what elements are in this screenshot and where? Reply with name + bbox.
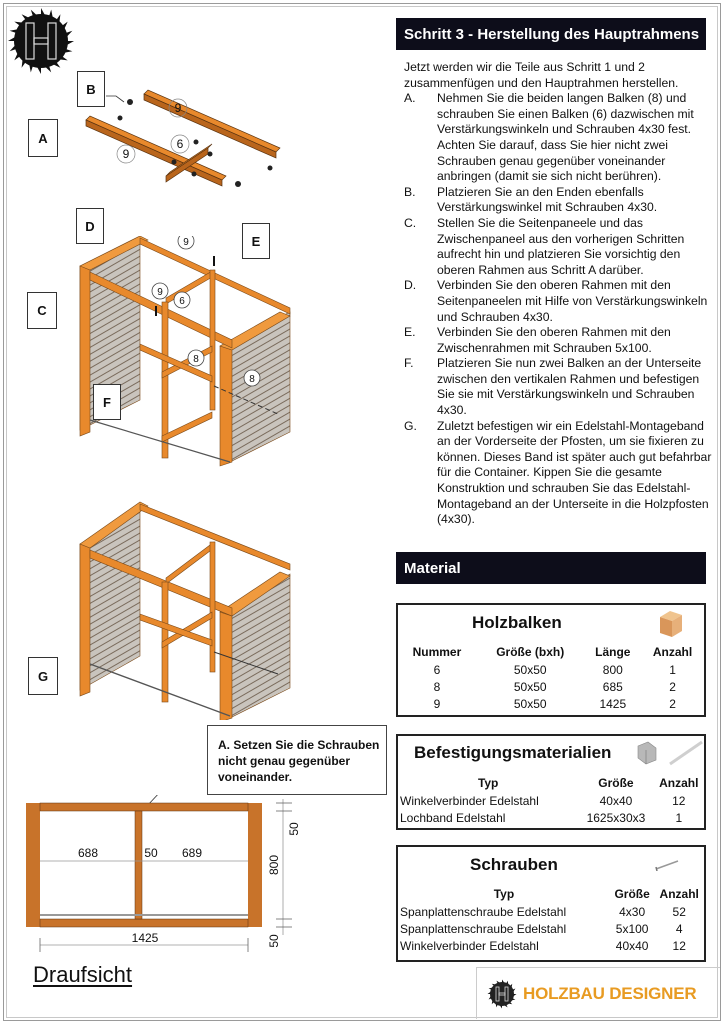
part-number: 9 xyxy=(157,287,163,298)
table-cell: 2 xyxy=(669,679,676,694)
step-letter: F. xyxy=(404,356,414,371)
label-text: E xyxy=(251,233,261,249)
step-letter: D. xyxy=(404,278,417,293)
table-cell: Winkelverbinder Edelstahl xyxy=(400,793,539,808)
table-cell: 1 xyxy=(669,662,676,677)
table-cell: 5x100 xyxy=(615,921,649,936)
dimension-middle: 50 xyxy=(144,846,158,860)
column-header: Größe xyxy=(614,887,650,901)
part-number: 8 xyxy=(249,374,255,385)
table-cell: 2 xyxy=(669,696,676,711)
step-text: Platzieren Sie nun zwei Balken an der Unterseite zwischen den vertikalen Rahmen und befestigen Sie sie mit Verstärkungswinkeln und Schrauben 4x30. xyxy=(437,356,702,418)
label-text: B xyxy=(86,81,96,97)
frame-assembly-drawing-a xyxy=(80,80,300,200)
table-cell: Lochband Edelstahl xyxy=(400,810,506,825)
label-text: A xyxy=(38,130,48,146)
step-item xyxy=(404,216,716,278)
table-cell: 1 xyxy=(675,810,683,825)
part-number: 9 xyxy=(122,147,130,161)
step-text: Stellen Sie die Seitenpaneele und das Zwischenpaneel aus den vorherigen Schritten aufrecht hin und platzieren Sie vorsichtig den oberen Rahmen aus Schritt A darüber. xyxy=(437,215,685,277)
dimension-right-width: 689 xyxy=(181,846,203,860)
table-cell: Spanplattenschraube Edelstahl xyxy=(400,904,567,919)
part-number: 8 xyxy=(193,354,199,365)
schrauben-table xyxy=(398,885,704,954)
dimension-total: 1425 xyxy=(131,931,159,945)
column-header: Anzahl xyxy=(652,645,693,659)
frame-assembly-drawing-g xyxy=(78,492,298,720)
material-title: Material xyxy=(396,552,706,584)
column-header: Nummer xyxy=(412,645,462,659)
table-row xyxy=(398,695,704,712)
column-header: Größe (bxh) xyxy=(496,645,565,659)
table-cell: 6 xyxy=(433,662,441,677)
perforated-strap-icon xyxy=(668,738,704,768)
label-text: G xyxy=(37,668,49,684)
frame-assembly-drawing-c xyxy=(78,233,298,476)
angle-bracket-icon xyxy=(634,740,658,766)
label-g xyxy=(28,657,58,695)
wood-beam-icon xyxy=(656,607,686,639)
plan-view-drawing xyxy=(20,795,320,955)
table-cell: 800 xyxy=(602,662,623,677)
column-header: Anzahl xyxy=(659,776,699,790)
step-letter: B. xyxy=(404,184,416,199)
table-row xyxy=(398,678,704,695)
holzbalken-title: Holzbalken xyxy=(472,613,562,632)
table-cell: 4x30 xyxy=(619,904,646,919)
part-number: 9 xyxy=(174,101,182,115)
table-cell: 52 xyxy=(672,904,686,919)
column-header: Länge xyxy=(595,645,631,659)
table-cell: 40x40 xyxy=(615,938,649,953)
befestigung-table-box xyxy=(396,734,706,830)
table-cell: Spanplattenschraube Edelstahl xyxy=(400,921,567,936)
bracket-icon xyxy=(127,99,133,105)
table-cell: 9 xyxy=(433,696,441,711)
dimension-bottom-beam: 50 xyxy=(267,934,281,948)
table-row xyxy=(398,792,704,809)
label-text: C xyxy=(37,303,47,318)
label-f xyxy=(93,384,121,420)
holzbalken-table-box xyxy=(396,603,706,717)
saw-blade-brand-icon xyxy=(487,979,517,1009)
befestigung-table xyxy=(398,774,704,826)
dimension-depth: 800 xyxy=(267,854,281,876)
table-cell: 50x50 xyxy=(513,679,547,694)
step-item xyxy=(404,185,716,216)
table-cell: 1625x30x3 xyxy=(586,810,646,825)
step-text: Zuletzt befestigen wir ein Edelstahl-Montageband an der Vorderseite der Pfosten, um sie fixieren zu können. Dieses Band ist später auch gut befahrbar für die Container. Kippen Sie die gesamte Konstruktion und schrauben Sie das Edelstahl-Montageband an der Unterseite in die Holzpfosten (4x30). xyxy=(437,418,712,527)
column-header: Typ xyxy=(493,887,515,901)
step-item xyxy=(404,278,716,325)
step-letter: E. xyxy=(404,325,416,340)
table-cell: 4 xyxy=(675,921,683,936)
step-text: Platzieren Sie an den Enden ebenfalls Verstärkungswinkel mit Schrauben 4x30. xyxy=(437,184,658,215)
label-text: F xyxy=(103,394,111,410)
step-letter: A. xyxy=(404,91,416,106)
table-row xyxy=(398,903,704,920)
screw-icon xyxy=(654,859,680,871)
holzbalken-table xyxy=(398,643,704,712)
column-header: Anzahl xyxy=(659,887,699,901)
table-cell: 50x50 xyxy=(513,696,547,711)
table-row xyxy=(398,920,704,937)
table-cell: Winkelverbinder Edelstahl xyxy=(400,938,539,953)
dimension-top-beam: 50 xyxy=(287,822,301,836)
table-cell: 12 xyxy=(672,938,686,953)
step-intro: Jetzt werden wir die Teile aus Schritt 1 und 2 zusammenfügen und den Hauptrahmen herstellen. xyxy=(404,60,679,90)
screw-placement-callout: A. Setzen Sie die Schrauben nicht genau gegenüber voneinander. xyxy=(207,725,387,795)
befestigung-title: Befestigungsmaterialien xyxy=(414,743,612,762)
brand-logo xyxy=(476,967,720,1019)
step-item xyxy=(404,91,716,185)
table-cell: 12 xyxy=(672,793,686,808)
part-number: 6 xyxy=(176,137,184,151)
step-letter: C. xyxy=(404,215,417,230)
schrauben-title: Schrauben xyxy=(470,855,558,874)
label-d xyxy=(76,208,104,244)
step-letter: G. xyxy=(404,418,417,433)
column-header: Größe xyxy=(598,776,634,790)
column-header: Typ xyxy=(477,776,499,790)
table-cell: 685 xyxy=(602,679,623,694)
step-text: Nehmen Sie die beiden langen Balken (8) und schrauben Sie einen Balken (6) dazwischen mit Verstärkungswinkeln und Schrauben 4x30 fest. Achten Sie darauf, dass Sie hier nicht zwei Schrauben genau gegenüber voneinander anbringen (damit sie sich nicht berühren). xyxy=(437,91,694,184)
label-b xyxy=(77,71,105,107)
step-instructions xyxy=(404,60,716,528)
table-cell: 40x40 xyxy=(599,793,633,808)
step-title: Schritt 3 - Herstellung des Hauptrahmens xyxy=(396,18,706,50)
label-e xyxy=(242,223,270,259)
part-number: 9 xyxy=(183,237,189,248)
step-text: Verbinden Sie den oberen Rahmen mit den Zwischenrahmen mit Schrauben 5x100. xyxy=(437,325,671,355)
table-cell: 8 xyxy=(433,679,441,694)
step-text: Verbinden Sie den oberen Rahmen mit den Seitenpaneelen mit Hilfe von Verstärkungswinkeln und Schrauben 4x30. xyxy=(437,278,708,324)
label-text: D xyxy=(85,218,95,234)
dimension-left-width: 688 xyxy=(77,846,99,860)
plan-view-title: Draufsicht xyxy=(33,962,133,987)
step-item xyxy=(404,356,716,418)
table-row xyxy=(398,661,704,678)
saw-blade-logo-icon xyxy=(6,6,76,76)
table-cell: 50x50 xyxy=(513,662,547,677)
table-row xyxy=(398,809,704,826)
schrauben-table-box xyxy=(396,845,706,962)
table-cell: 1425 xyxy=(599,696,627,711)
label-a xyxy=(28,119,58,157)
brand-name: HOLZBAU DESIGNER xyxy=(523,983,697,1003)
table-row xyxy=(398,937,704,954)
step-item xyxy=(404,325,716,356)
step-item xyxy=(404,419,716,528)
part-number: 6 xyxy=(179,296,185,307)
label-c xyxy=(27,292,57,329)
